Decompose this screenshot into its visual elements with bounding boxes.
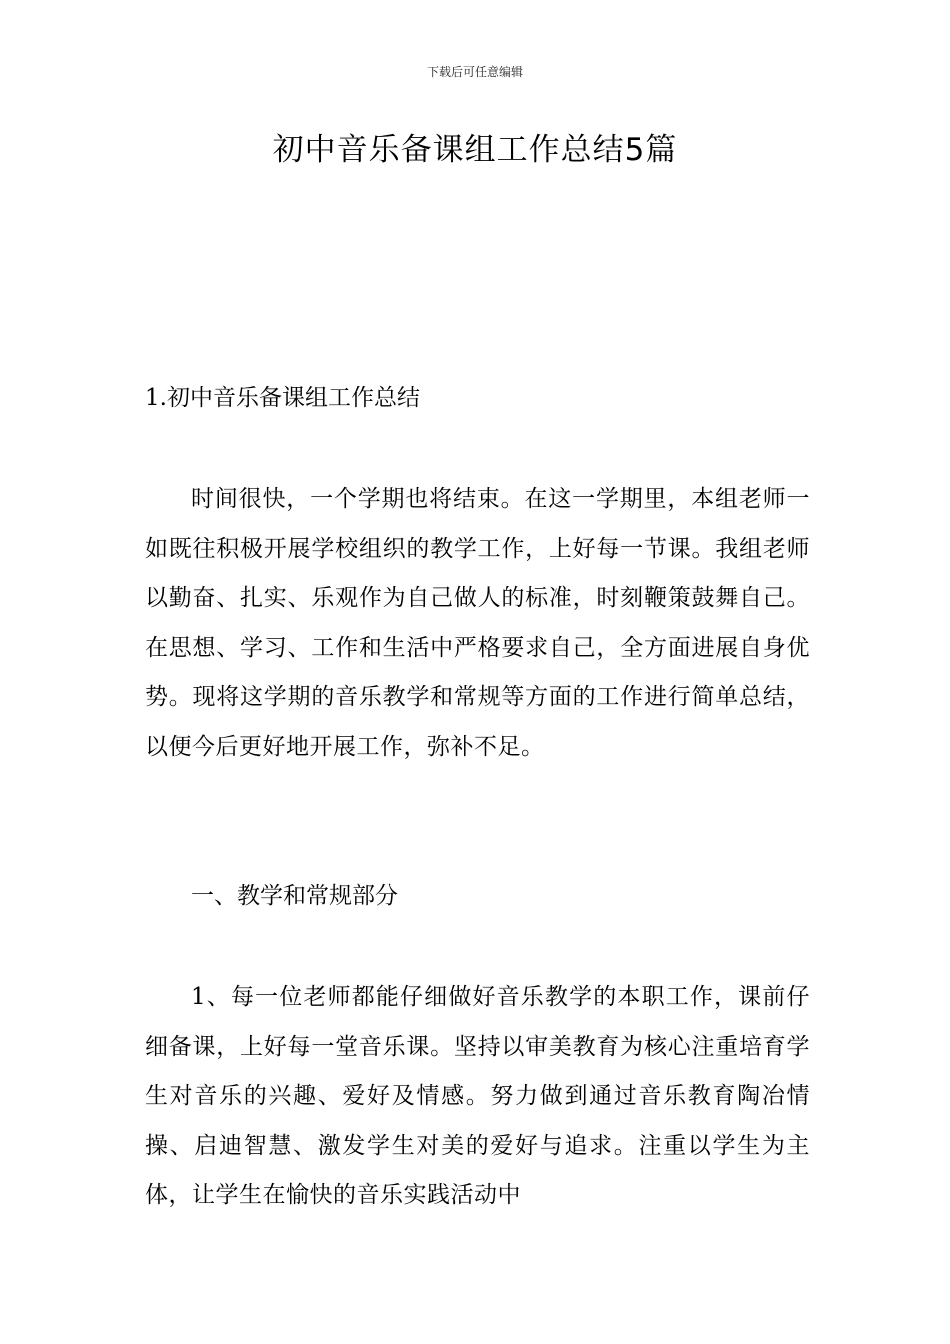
header-note: 下载后可任意编辑 [426, 65, 523, 79]
document-title: 初中音乐备课组工作总结5篇 [272, 132, 678, 168]
paragraph-intro: 时间很快，一个学期也将结束。在这一学期里，本组老师一如既往积极开展学校组织的教学工作，上好每一节课。我组老师以勤奋、扎实、乐观作为自己做人的标准，时刻鞭策鼓舞自己。在思想、学习、工作和生活中严格要求自己，全方面进展自身优势。现将这学期的音乐教学和常规等方面的工作进行简单总结，以便今后更好地开展工作，弥补不足。 [145, 486, 810, 760]
subheading-teaching: 一、教学和常规部分 [191, 883, 398, 909]
paragraph-teaching-1: 1、每一位老师都能仔细做好音乐教学的本职工作，课前仔细备课，上好每一堂音乐课。坚持以审美教育为核心注重培育学生对音乐的兴趣、爱好及情感。努力做到通过音乐教育陶冶情操、启迪智慧、激发学生对美的爱好与追求。注重以学生为主体，让学生在愉快的音乐实践活动中 [145, 984, 810, 1208]
section-heading: 1.初中音乐备课组工作总结 [145, 385, 420, 411]
